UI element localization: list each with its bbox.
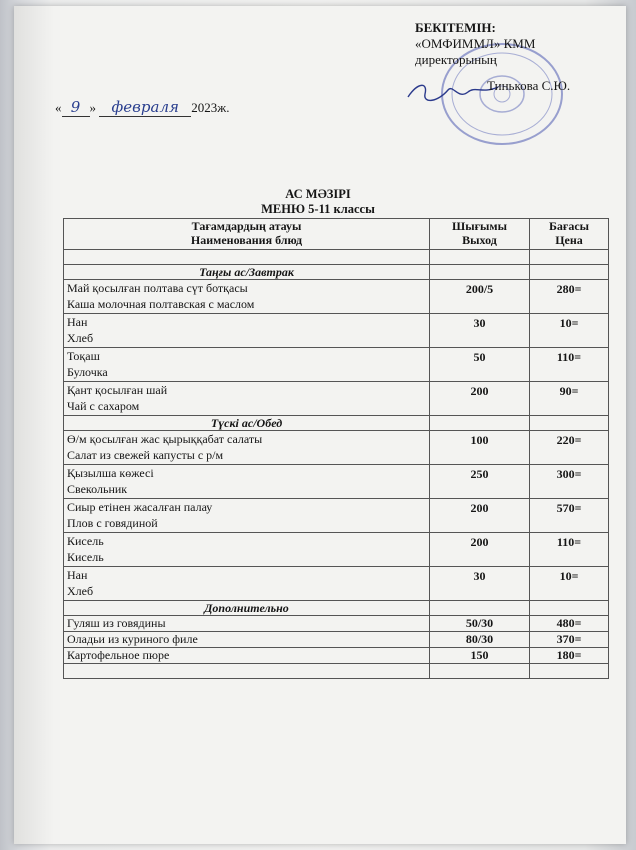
date-month: февраля [99, 98, 191, 117]
table-row: Кисель Кисель 200 110= [64, 533, 609, 567]
approval-heading: БЕКІТЕМІН: [415, 20, 496, 35]
table-row: Нан Хлеб 30 10= [64, 314, 609, 348]
table-row: Нан Хлеб 30 10= [64, 567, 609, 601]
header-name: Тағамдардың атауы Наименования блюд [64, 219, 430, 250]
spacer-row [64, 250, 609, 265]
spacer-row [64, 664, 609, 679]
section-row-extra: Дополнительно [64, 601, 609, 616]
table-row: Гуляш из говядины 50/30 480= [64, 616, 609, 632]
approval-director-name: Тинькова С.Ю. [487, 78, 571, 93]
menu-table [63, 218, 609, 679]
table-row: Тоқаш Булочка 50 110= [64, 348, 609, 382]
approval-organization: «ОМФИММЛ» КММ [415, 36, 536, 51]
section-row-breakfast: Таңғы ас/Завтрак [64, 265, 609, 280]
menu-title-kz: АС МӘЗІРІ [285, 187, 351, 201]
table-row: Ө/м қосылған жас қырыққабат салаты Салат из свежей капусты с р/м 100 220= [64, 431, 609, 465]
approval-block [415, 20, 571, 93]
header-price: Бағасы Цена [530, 219, 609, 250]
table-row: Оладьи из куриного филе 80/30 370= [64, 632, 609, 648]
table-header-row [64, 219, 609, 250]
header-output: Шығымы Выход [430, 219, 530, 250]
table-row: Қант қосылған шай Чай с сахаром 200 90= [64, 382, 609, 416]
approval-position: директорының [415, 52, 497, 67]
document-date [55, 98, 229, 117]
table-row: Май қосылған полтава сүт ботқасы Каша молочная полтавская с маслом 200/5 280= [64, 280, 609, 314]
table-row: Қызылша көжесі Свекольник 250 300= [64, 465, 609, 499]
table-row: Картофельное пюре 150 180= [64, 648, 609, 664]
date-year: 2023ж. [191, 100, 230, 115]
date-open-quote: « [55, 100, 62, 115]
menu-title-ru: МЕНЮ 5-11 классы [261, 202, 375, 216]
table-row: Сиыр етінен жасалған палау Плов с говядиной 200 570= [64, 499, 609, 533]
sheet-fold-shadow [14, 6, 54, 844]
section-row-lunch: Түскі ас/Обед [64, 416, 609, 431]
date-close-quote: » [89, 100, 96, 115]
date-day: 9 [62, 98, 90, 117]
